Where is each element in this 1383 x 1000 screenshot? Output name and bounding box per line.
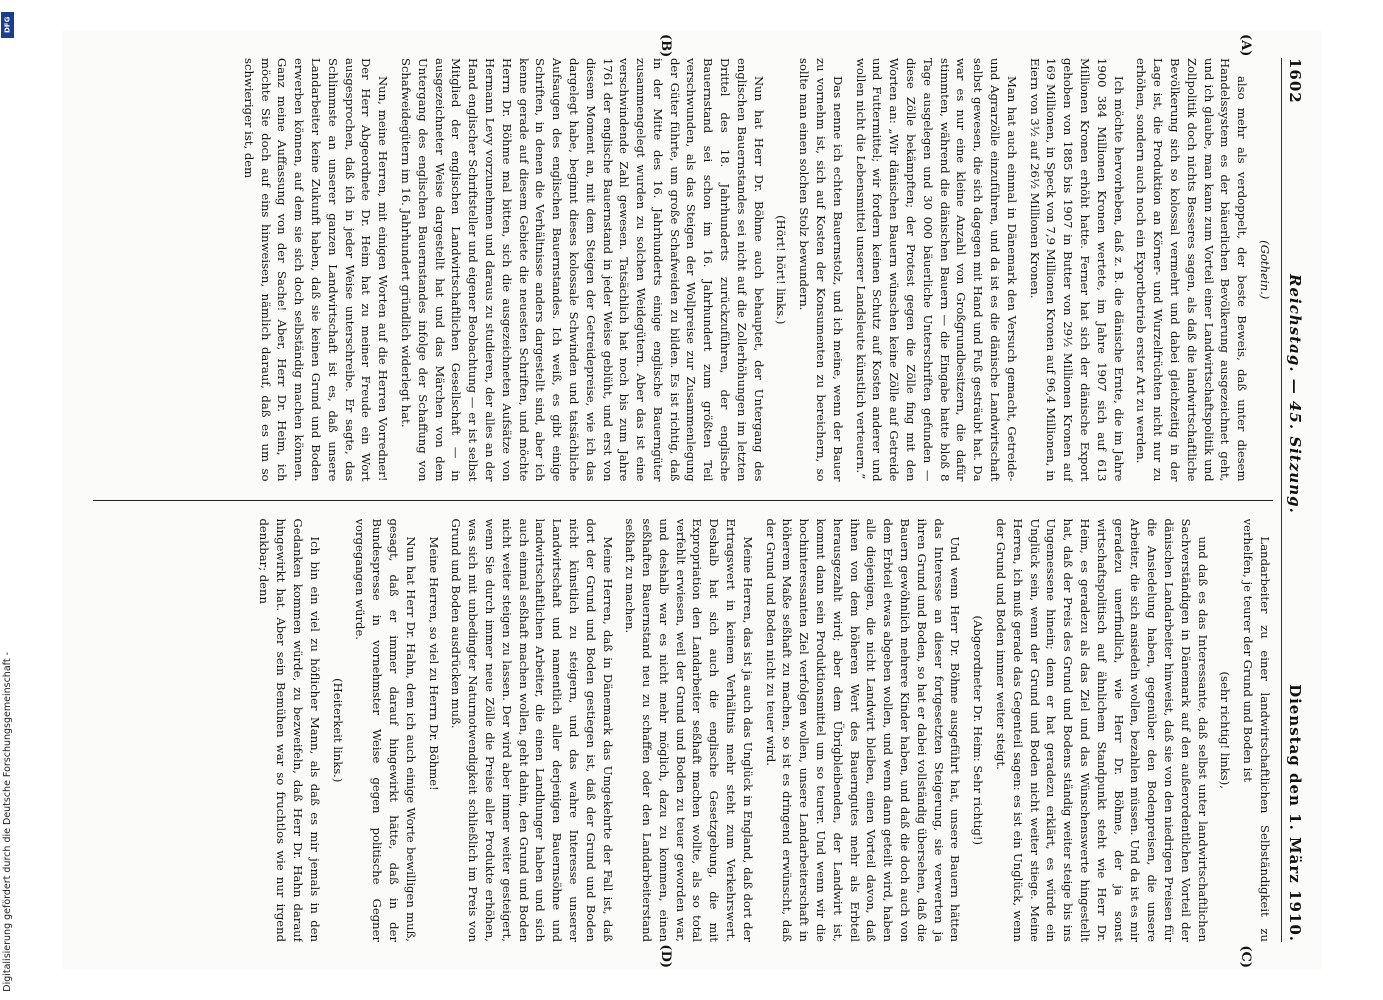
left-column [93, 58, 1273, 482]
interjection: (Heiterkeit links.) [330, 678, 345, 783]
paragraph: Meine Herren, daß in Dänemark das Umgekehrte der Fall ist, daß dort der Grund und Boden gestiegen ist, daß der Grund und Boden nicht künstlich zu steigern, und das wahre Interesse unserer Landwirtschaft und namentlich aller derjenigen Bauernsöhne und landwirtschaftlichen Arbeiter, die einen Landhunger haben und sich auch einmal seßhaft machen wollen, geht dahin, den Grund und Boden nicht weiter steigen zu lassen. Der wird aber immer weiter gesteigert, wenn Sie durch immer neue Zölle die Preise aller Produkte erhöhen, was sich mit unbedingter Naturnotwendigkeit schließlich im Preis von Grund und Boden ausdrücken muß. [448, 518, 615, 942]
paragraph: Man hat auch einmal in Dänemark den Versuch gemacht, Getreide- und Agrarzölle einzuführen, und da ist es die dänische Landwirtschaft selbst gewesen, die sich dagegen mit Hand und Fuß gesträubt hat. Da war es nur eine kleine Anzahl von Großgrundbesitzern, die dafür stimmten, während die dänischen Bauern — die Eingabe hatte bloß 8 Tage ausgelegen und 30 000 bäuerliche Unterschriften gefunden — diese Zölle bekämpften; der Protest gegen die Zölle fing mit den Worten an: „Wir dänischen Bauern wünschen keine Zölle auf Getreide und Futtermittel; wir fordern keinen Schutz auf Kosten anderer und wollen nicht die Lebensmittel unserer Landsleute künstlich verteuern.“ [853, 58, 1019, 482]
paragraph: Nun hat Herr Dr. Böhme auch behauptet, der Untergang des englischen Bauernstandes sei nicht auf die Zollerhöhungen im letzten Drittel des 18. Jahrhunderts zurückzuführen, der englische Bauernstand sei schon im 16. Jahrhundert zum größten Teil verschwunden, als das Steigen der Wollpreise zur Zusammenlegung der Güter führte, um große Schafweiden zu bilden. Es ist richtig, daß in der Mitte des 16. Jahrhunderts einige englische Bauerngüter zusammengelegt wurden zu solchen Weidegütern. Aber das ist eine verschwindende Zahl gewesen. Tatsächlich hat noch bis zum Jahre 1761 der englische Bauernstand in jeder Weise geblüht, und erst von diesem Moment an, mit dem Steigen der Getreidepreise, wie ich das dargelegt habe, beginnt dieses kolossale Schwinden und tatsächliche Aufsaugen des englischen Bauernstandes. Ich weiß, es gibt einige Schriften, in denen die Verhältnisse anders dargestellt sind, aber ich kenne gerade auf diesem Gebiete die neuesten Schriften, und möchte Herrn Dr. Böhme mal bitten, sich die ausgezeichneten Aufsätze von Hermann Levy vorzunehmen und daraus zu studieren, der alles an der Hand englischer Schriftsteller und eigener Beobachtung — er ist selbst Mitglied der englischen Landwirtschaftlichen Gesellschaft — in ausgezeichneter Weise dargestellt hat und das Märchen von dem Untergang des englischen Bauernstandes infolge der Schaffung von Schafweidegütern im 16. Jahrhundert gründlich widerlegt hat. [398, 58, 766, 482]
margin-mark-b: (B) [657, 34, 673, 58]
interjection: (Hört! hört! links.) [773, 215, 788, 325]
digitization-credit: Digitalisierung gefördert durch die Deutsche Forschungsgemeinschaft - [2, 652, 13, 992]
right-column [93, 519, 1273, 943]
rotated-document-page [62, 30, 1322, 970]
paragraph: Das nenne ich echten Bauernstolz, und ich meine, wenn der Bauer zu vornehm ist, sich auf Kosten der Konsumenten zu bereichern, so sollte man einen solchen Stolz bewundern. [796, 58, 845, 482]
paragraph: Meine Herren, das ist ja auch das Unglück in England, daß dort der Ertragswert in keinem Verhältnis mehr steht zum Verkehrswert. Deshalb hat sich auch die englische Gesetzgebung, die mit Expropriation den Landarbeiter seßhaft machen wollte, als so total verfehlt erwiesen, weil der Grund und Boden zu teuer geworden war, und deshalb war es nicht mehr möglich, dazu zu kommen, einen seßhaften Bauernstand neu zu schaffen oder den Landarbeiterstand seßhaft zu machen. [622, 518, 755, 942]
paragraph: Nun hat Herr Dr. Hahn, dem ich auch einige Worte bewilligen muß, gesagt, daß er immer darauf hingewirkt hätte, daß in der Bundespresse in vornehmster Weise gegen politische Gegner vorgegangen würde. [352, 518, 418, 942]
margin-mark-c: (C) [1237, 945, 1253, 968]
speaker-label: (Gothein.) [1257, 240, 1272, 300]
margin-mark-d: (D) [657, 944, 673, 968]
margin-mark-a: (A) [1237, 34, 1253, 57]
paragraph: Landarbeiter zu einer landwirtschaftlichen Selbständigkeit zu verhelfen, je teurer der Grund und Boden ist [1240, 518, 1272, 942]
page-date: Dienstag den 1. März 1910. [1285, 684, 1304, 942]
paragraph: Nun, meine Herren, mit einigen Worten auf die Herren Vorredner! Der Herr Abgeordnete Dr. Heim hat zu meiner Freude ein Wort ausgesprochen, daß ich in jeder Weise unterschreibe. Er sagte, das Schlimmste an unserer ganzen Landwirtschaft ist es, daß unsere Landarbeiter keine Zukunft haben, daß sie keinen Grund und Boden erwerben können, auf dem sie sich doch selbständig machen können. Ganz meine Auffassung von der Sache! Aber, Herr Dr. Heim, ich möchte Sie doch auf eins hinweisen, nämlich darauf, daß es um so schwieriger ist, dem [241, 58, 390, 482]
paragraph: Ich bin ein viel zu höflicher Mann, als daß es mir jemals in den Gedanken kommen würde, zu bezweifeln, daß Herr Dr. Hahn darauf hingewirkt hat. Aber sein Bemühen war so fruchtlos wie nur irgend denkbar; denn [256, 518, 322, 942]
paragraph: und daß es das Interessante, daß selbst unter landwirtschaftlichen Sachverständigen in Dänemark auf den außerordentlichen Vorteil der dänischen Landarbeiter hinweist, daß sie von den niedrigen Preisen für die Ansiedelung haben, gegenüber den Bodenpreisen, die unsere Arbeiter, die sich ansiedeln wollen, bezahlen müssen. Und da ist es mir geradezu unerfindlich, wie Herr Dr. Böhme, der ja sonst wirtschaftspolitisch auf ähnlichem Standpunkt steht wie Herr Dr. Heim, es geradezu als das Ziel und das Wünschenswerte hingestellt hat, daß der Preis des Grund und Bodens ständig weiter steige bis ins Ungemessene hinein; denn er hat geradezu erklärt, es würde ein Unglück sein, wenn der Grund und Boden nicht weiter stiege. Meine Herren, ich muß gerade das Gegenteil sagen: es ist ein Unglück, wenn der Grund und Boden immer weiter steigt. [993, 518, 1210, 942]
text-columns [93, 34, 1273, 968]
paragraph: Ich möchte hervorheben, daß z. B. die dänische Ernte, die im Jahre 1900 384 Millionen Kronen wertete, im Jahre 1907 sich auf 613 Millionen Kronen erhöht hatte. Ferner hat sich der dänische Export gehoben von 1885 bis 1907 in Butter von 29½ Millionen Kronen auf 169 Millionen, in Speck von 7,9 Millionen Kronen auf 96,4 Millionen, in Eiern von 3½ auf 26½ Millionen Kronen. [1027, 58, 1126, 482]
dfg-logo: DFG [1, 12, 14, 38]
paragraph: Meine Herren, so viel zu Herrn Dr. Böhme! [426, 536, 441, 791]
column-divider [93, 500, 1273, 501]
paragraph: also mehr als verdoppelt, der beste Beweis, daß unter diesem Handelssystem es der bäuerlichen Bevölkerung ausgezeichnet geht, und ich glaube, man kann zum Vorteil einer Landwirtschaftspolitik und Zollpolitik doch nichts Besseres sagen, als daß die landwirtschaftliche Bevölkerung sich so kolossal vermehrt und dabei gleichzeitig in der Lage ist, die Produktion an Körner- und Wurzelfrüchten nicht nur zu erhöhen, sondern auch noch ein Exportbetrieb erster Art zu werden. [1133, 58, 1249, 482]
page-title: Reichstag. — 45. Sitzung. [1285, 274, 1304, 514]
page-header [1281, 58, 1304, 942]
paragraph: Und wenn Herr Dr. Böhme ausgeführt hat, unsere Bauern hätten das Interesse an dieser fortgesetzten Steigerung, sie verwerten ja ihren Grund und Boden, so hat er dabei vollständig übersehen, daß die Bauern gewöhnlich mehrere Kinder haben, und daß die doch auch von dem Erbteil etwas abgeben wollen, und wenn dann geteilt wird, haben alle diejenigen, die nicht Landwirt bleiben, einen Vorteil davon, daß ihnen von dem höheren Wert des Bauerngutes mehr als Erbteil herausgezahlt wird; aber dem Übrigbleibenden, der Landwirt ist, kommt dann sein Produktionsmittel um so teurer. Und wenn wir die hochinteressanten Ziel verfolgen wollen, unsere Landarbeiterschaft in höherem Maße seßhaft zu machen, so ist es dringend erwünscht, daß der Grund und Boden nicht zu teuer wird. [763, 518, 962, 942]
page-number: 1602 [1285, 58, 1304, 104]
interjection: (sehr richtig! links), [1217, 671, 1232, 789]
interjection: (Abgeordneter Dr. Heim: Sehr richtig!) [970, 615, 985, 845]
